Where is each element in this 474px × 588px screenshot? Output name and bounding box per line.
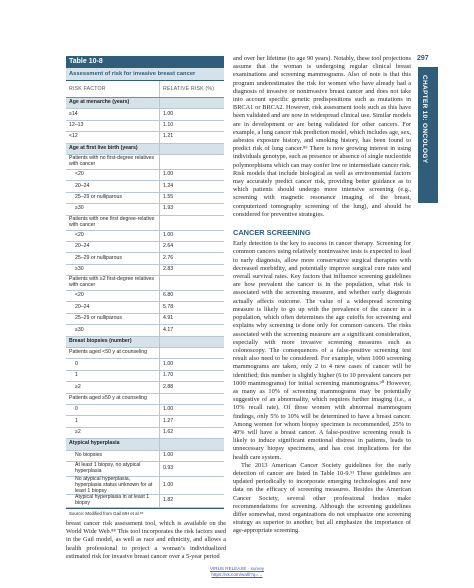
risk-factor-cell: 25–29 or nulliparous [66,253,160,264]
table-row [66,132,224,143]
risk-factor-cell: ≥30 [66,204,160,215]
table-row [66,276,224,291]
table-row [66,291,224,302]
relative-risk-cell [160,393,225,404]
table-row [66,370,224,381]
risk-factor-cell: 25–29 or nulliparous [66,192,160,203]
risk-table-grid [66,81,224,508]
relative-risk-cell: 1.00 [160,109,225,120]
risk-factor-cell: Patients with ≥2 first-degree relatives with cancer [66,276,160,291]
relative-risk-cell: 2.88 [160,382,225,393]
relative-risk-cell: 1.00 [160,476,225,494]
relative-risk-cell: 1.00 [160,169,225,180]
risk-factor-cell: 25–29 or nulliparous [66,313,160,324]
table-row [66,348,224,359]
table-row [66,476,224,494]
table-row [66,393,224,404]
relative-risk-cell [160,276,225,291]
risk-factor-cell: 0 [66,404,160,415]
table-row [66,143,224,154]
risk-factor-cell: ≥2 [66,382,160,393]
risk-factor-cell: <20 [66,169,160,180]
table-row [66,192,224,203]
relative-risk-cell: 2.76 [160,253,225,264]
relative-risk-cell: 1.70 [160,370,225,381]
relative-risk-cell: 4.17 [160,325,225,336]
relative-risk-cell [160,215,225,230]
header-relative-risk: RELATIVE RISK (%) [160,81,225,98]
table-label: Table 10-8 [66,56,224,68]
table-row [66,241,224,252]
table-row [66,169,224,180]
table-row [66,427,224,438]
relative-risk-cell [160,98,225,109]
section-heading: CANCER SCREENING [233,228,311,238]
chapter-tab [418,67,438,203]
relative-risk-cell: 4.91 [160,313,225,324]
risk-factor-cell: Atypical hyperplasia in at least 1 biopsy [66,495,160,508]
footer-link-2[interactable]: https://vk.com/wall/?q=… [211,572,263,577]
chapter-tab-label: CHAPTER 10: ONCOLOGY [421,75,428,164]
table-row [66,302,224,313]
table-row [66,181,224,192]
footer [0,566,474,578]
relative-risk-cell: 1.00 [160,230,225,241]
table-header-row [66,81,224,98]
relative-risk-cell [160,439,225,450]
risk-factor-cell: ≥30 [66,325,160,336]
header-risk-factor: RISK FACTOR [66,81,160,98]
table-row [66,336,224,347]
relative-risk-cell [160,336,225,347]
risk-factor-cell: Patients with no first-degree relatives with cancer [66,154,160,169]
risk-table [66,56,224,518]
left-column-text: breast cancer risk assessment tool, which is available on the World Wide Web.⁸⁸ This tool incorporates the risk factors used in the Gail model, as well as race and ethnicity, and allows a health professional to project a woman’s individualized estimated risk for invasive breast cancer over a 5-year period [66,520,226,560]
screening-paragraph-1: Early detection is the key to success in cancer therapy. Screening for common cancers using relatively noninvasive tests is expected to lead to early diagnosis, allow more conservative surgical therapies with decreased morbidity, and potentially improve surgical cure rates and overall survival rates. Key factors that influence screening guidelines are how prevalent the cancer is in the population, what risk is associated with the screening measure, and whether early diagnosis actually affects outcome. The value of a widespread screening measure is likely to go up with the prevalence of the cancer in a population, which often determines the age cutoffs for screening and explains why screening is done only for common cancers. The risks associated with the screening measure are a significant consideration, especially with more invasive screening measures such as colonoscopy. The consequences of a false-positive screening test result also need to be considered. For example, when 1000 screening mammograms are taken, only 2 to 4 new cases of cancer will be identified; this number is slightly higher (6 to 10 prevalent cancers per 1000 mammograms) for initial screening mammograms.⁹⁰ However, as many as 10% of screening mammograms may be potentially suggestive of an abnormality, which requires further imaging (i.e., a 10% recall rate). Of those women with abnormal mammogram findings, only 5% to 10% will be determined to have a breast cancer. Among women for whom biopsy specimen is recommended, 25% to 40% will have a breast cancer. A false-positive screening result is likely to induce significant emotional distress in patients, leads to unnecessary biopsy specimens, and has cost implications for the health care system. [233,240,411,461]
relative-risk-cell: 0.93 [160,461,225,476]
table-row [66,495,224,508]
relative-risk-cell: 1.10 [160,120,225,131]
risk-factor-cell: 0 [66,359,160,370]
relative-risk-cell: 1.82 [160,495,225,508]
risk-factor-cell: Atypical hyperplasia [66,439,160,450]
risk-factor-cell: <12 [66,132,160,143]
table-title: Assessment of risk for invasive breast cancer [66,68,224,81]
risk-factor-cell: ≥30 [66,264,160,275]
risk-factor-cell: Age at first live birth (years) [66,143,160,154]
relative-risk-cell: 1.24 [160,181,225,192]
table-row [66,382,224,393]
risk-factor-cell: 20–24 [66,302,160,313]
risk-factor-cell: No atypical hyperplasia, hyperplasia status unknown for at least 1 biopsy [66,476,160,494]
table-row [66,204,224,215]
table-row [66,120,224,131]
risk-factor-cell: ≥2 [66,427,160,438]
table-row [66,154,224,169]
intro-paragraph: and over her lifetime (to age 90 years). Notably, these tool projections assume that the woman is undergoing regular clinical breast examinations and screening mammograms. Also of note is that this program underestimates the risk for women who have already had a diagnosis of invasive or noninvasive breast cancer and does not take into account specific genetic predispositions such as mutations in BRCA1 or BRCA2. However, risk assessment tools such as this have been validated and are now in widespread clinical use. Similar models are in development or are being validated for other cancers. For example, a lung cancer risk prediction model, which includes age, sex, asbestos exposure history, and smoking history, has been found to predict risk of lung cancer.⁸⁹ There is now growing interest in using individuals genotype, such as presence or absence of single nucleotide polymorphisms which can may confer low or intermediate cancer risk. Risk models that include biological as well as environmental factors may accurately predict cancer risk, providing better guidance as to which patients should undergo more intensive screening (e.g., screening with magnetic resonance imaging of the breast, computerized tomography screening of the lung), and should be considered for preventive strategies. [233,55,412,218]
screening-paragraph-2: The 2013 American Cancer Society guidelines for the early detection of cancer are listed in Table 10-9.⁹¹ These guidelines are updated periodically to incorporate emerging technologies and new data on the efficacy of screening measures. Besides the American Cancer Society, several other professional bodies make recommendations for screening. Although the screening guidelines differ somewhat, most organizations do not emphasize one screening strategy as superior to another, but all emphasize the importance of age-appropriate screening. [233,461,411,535]
page-number: 297 [417,55,429,62]
relative-risk-cell [160,143,225,154]
risk-factor-cell: Patients aged <50 y at counseling [66,348,160,359]
table-row [66,230,224,241]
relative-risk-cell: 1.21 [160,132,225,143]
relative-risk-cell [160,348,225,359]
risk-factor-cell: No biopsies [66,450,160,461]
risk-factor-cell: Breast biopsies (number) [66,336,160,347]
footer-link-1[interactable]: VIRUS RELEASE · survey [209,566,265,571]
risk-factor-cell: 20–24 [66,181,160,192]
table-row [66,325,224,336]
table-row [66,215,224,230]
table-row [66,461,224,476]
risk-factor-cell: Age at menarche (years) [66,98,160,109]
relative-risk-cell: 2.64 [160,241,225,252]
relative-risk-cell: 1.55 [160,192,225,203]
relative-risk-cell: 2.83 [160,264,225,275]
relative-risk-cell: 6.80 [160,291,225,302]
table-row [66,416,224,427]
risk-factor-cell: 20–24 [66,241,160,252]
relative-risk-cell [160,154,225,169]
relative-risk-cell: 5.78 [160,302,225,313]
relative-risk-cell: 1.00 [160,404,225,415]
risk-factor-cell: <20 [66,230,160,241]
risk-factor-cell: At least 1 biopsy, no atypical hyperplasia [66,461,160,476]
table-row [66,359,224,370]
relative-risk-cell: 1.93 [160,204,225,215]
table-row [66,439,224,450]
right-column [233,55,411,536]
relative-risk-cell: 1.00 [160,359,225,370]
risk-factor-cell: Patients with one first degree-relative with cancer [66,215,160,230]
risk-factor-cell: 1 [66,416,160,427]
table-row [66,404,224,415]
risk-factor-cell: 12–13 [66,120,160,131]
risk-factor-cell: <20 [66,291,160,302]
relative-risk-cell: 1.27 [160,416,225,427]
table-source: Source: Modified from Gail MH et al.⁸⁶ [66,508,224,518]
risk-factor-cell: Patients aged ≥50 y at counseling [66,393,160,404]
table-row [66,313,224,324]
table-row [66,253,224,264]
table-row [66,109,224,120]
relative-risk-cell: 1.00 [160,450,225,461]
risk-factor-cell: 1 [66,370,160,381]
table-row [66,450,224,461]
risk-factor-cell: ≥14 [66,109,160,120]
table-row [66,264,224,275]
table-row [66,98,224,109]
relative-risk-cell: 1.62 [160,427,225,438]
